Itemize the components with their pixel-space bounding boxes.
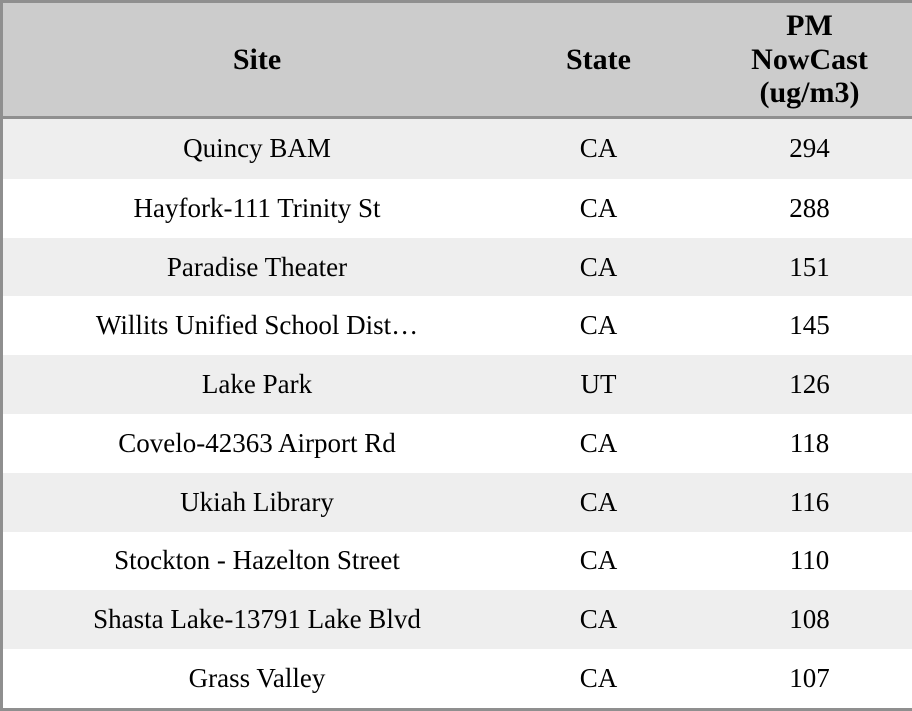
cell-state: CA	[579, 486, 618, 517]
cell-state: CA	[579, 545, 618, 576]
table-row	[3, 590, 912, 649]
cell-value: 151	[789, 251, 830, 282]
cell-value: 108	[789, 604, 830, 635]
cell-value: 118	[789, 427, 830, 458]
cell-site: Ukiah Library	[180, 486, 334, 517]
cell-state: CA	[579, 133, 618, 164]
cell-value: 126	[789, 369, 830, 400]
column-header-pm-nowcast-line2: NowCast	[751, 42, 868, 76]
column-header-site[interactable]: Site	[3, 3, 511, 117]
cell-value: 288	[789, 192, 830, 223]
table-header	[3, 3, 912, 117]
cell-state: CA	[579, 604, 618, 635]
air-quality-table	[3, 3, 912, 708]
column-header-state[interactable]: State	[511, 3, 686, 117]
cell-state: CA	[579, 427, 618, 458]
cell-state: CA	[579, 310, 618, 341]
table-row	[3, 296, 912, 355]
table-row	[3, 649, 912, 708]
cell-site: Grass Valley	[188, 663, 326, 694]
column-header-pm-nowcast-line1: PM	[786, 9, 833, 42]
cell-value: 294	[789, 133, 830, 164]
cell-site: Quincy BAM	[183, 133, 331, 164]
table-row	[3, 355, 912, 414]
cell-site: Stockton - Hazelton Street	[114, 545, 400, 576]
table-row	[3, 179, 912, 238]
cell-value: 145	[789, 310, 830, 341]
table-row	[3, 117, 912, 179]
cell-site: Hayfork-111 Trinity St	[133, 192, 381, 223]
cell-state: CA	[579, 251, 618, 282]
table-body	[3, 117, 912, 708]
cell-state: CA	[579, 663, 618, 694]
cell-state: UT	[580, 369, 617, 400]
cell-value: 110	[789, 545, 830, 576]
cell-state: CA	[579, 192, 618, 223]
column-header-pm-nowcast-line3: (ug/m3)	[759, 76, 860, 110]
cell-site: Shasta Lake-13791 Lake Blvd	[93, 604, 421, 635]
table-row	[3, 473, 912, 532]
table-row	[3, 532, 912, 591]
cell-value: 116	[789, 486, 830, 517]
cell-site: Covelo-42363 Airport Rd	[118, 427, 396, 458]
cell-value: 107	[789, 663, 830, 694]
column-header-pm-nowcast[interactable]	[686, 3, 912, 117]
cell-site: Paradise Theater	[166, 251, 348, 282]
table-header-row	[3, 3, 912, 117]
table-row	[3, 414, 912, 473]
table-row	[3, 238, 912, 297]
cell-site: Lake Park	[201, 369, 313, 400]
cell-site: Willits Unified School Dist…	[95, 310, 419, 341]
